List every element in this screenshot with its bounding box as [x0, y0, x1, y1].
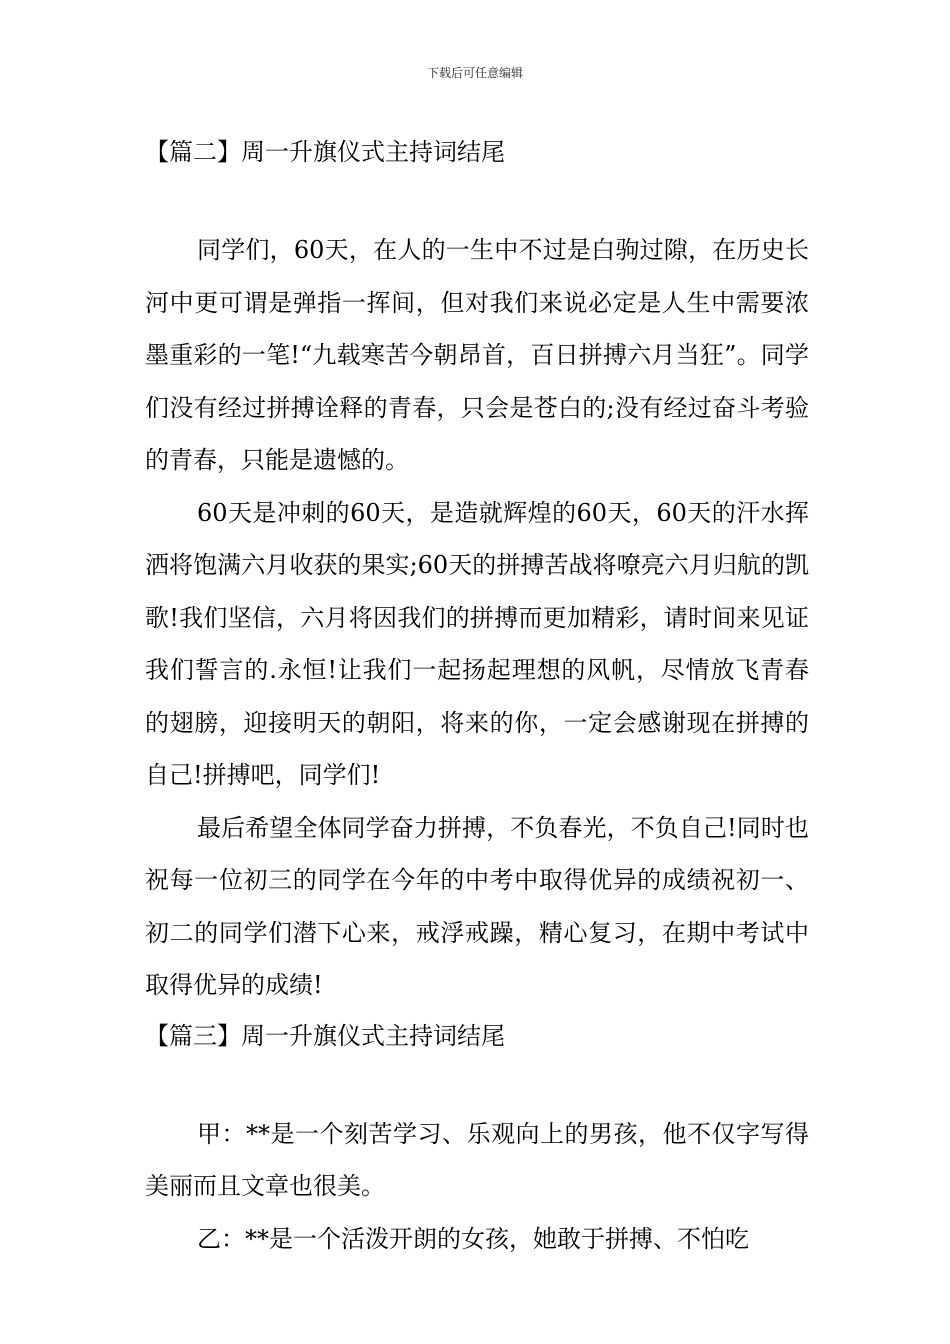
blank-line: [145, 176, 809, 224]
section-heading-2: 【篇二】周一升旗仪式主持词结尾: [145, 138, 505, 166]
paragraph: 乙：**是一个活泼开朗的女孩，她敢于拼搏、不怕吃: [197, 1224, 749, 1253]
paragraph: 甲：**是一个刻苦学习、乐观向上的男孩，他不仅字写得美丽而且文章也很美。: [145, 1119, 809, 1200]
section-heading-3: 【篇三】周一升旗仪式主持词结尾: [145, 1021, 505, 1050]
document-body: [145, 128, 809, 1265]
paragraph: 最后希望全体同学奋力拼搏，不负春光，不负自己!同时也祝每一位初三的同学在今年的中考中取得优异的成绩祝初一、初二的同学们潜下心来，戒浮戒躁，精心复习，在期中考试中取得优异的成绩!: [145, 813, 809, 999]
blank-line: [145, 1060, 809, 1108]
paragraph: 同学们，60天，在人的一生中不过是白驹过隙，在历史长河中更可谓是弹指一挥间，但对我们来说必定是人生中需要浓墨重彩的一笔!“九载寒苦今朝昂首，百日拼搏六月当狂”。同学们没有经过拼搏诠释的青春，只会是苍白的;没有经过奋斗考验的青春，只能是遗憾的。: [145, 236, 809, 474]
paragraph: 60天是冲刺的60天，是造就辉煌的60天，60天的汗水挥洒将饱满六月收获的果实;60天的拼搏苦战将嘹亮六月归航的凯歌!我们坚信，六月将因我们的拼搏而更加精彩，请时间来见证我们誓言的.永恒!让我们一起扬起理想的风帆，尽情放飞青春的翅膀，迎接明天的朝阳，将来的你，一定会感谢现在拼搏的自己!拼搏吧，同学们!: [145, 498, 809, 789]
page-header: 下载后可任意编辑: [426, 66, 523, 80]
